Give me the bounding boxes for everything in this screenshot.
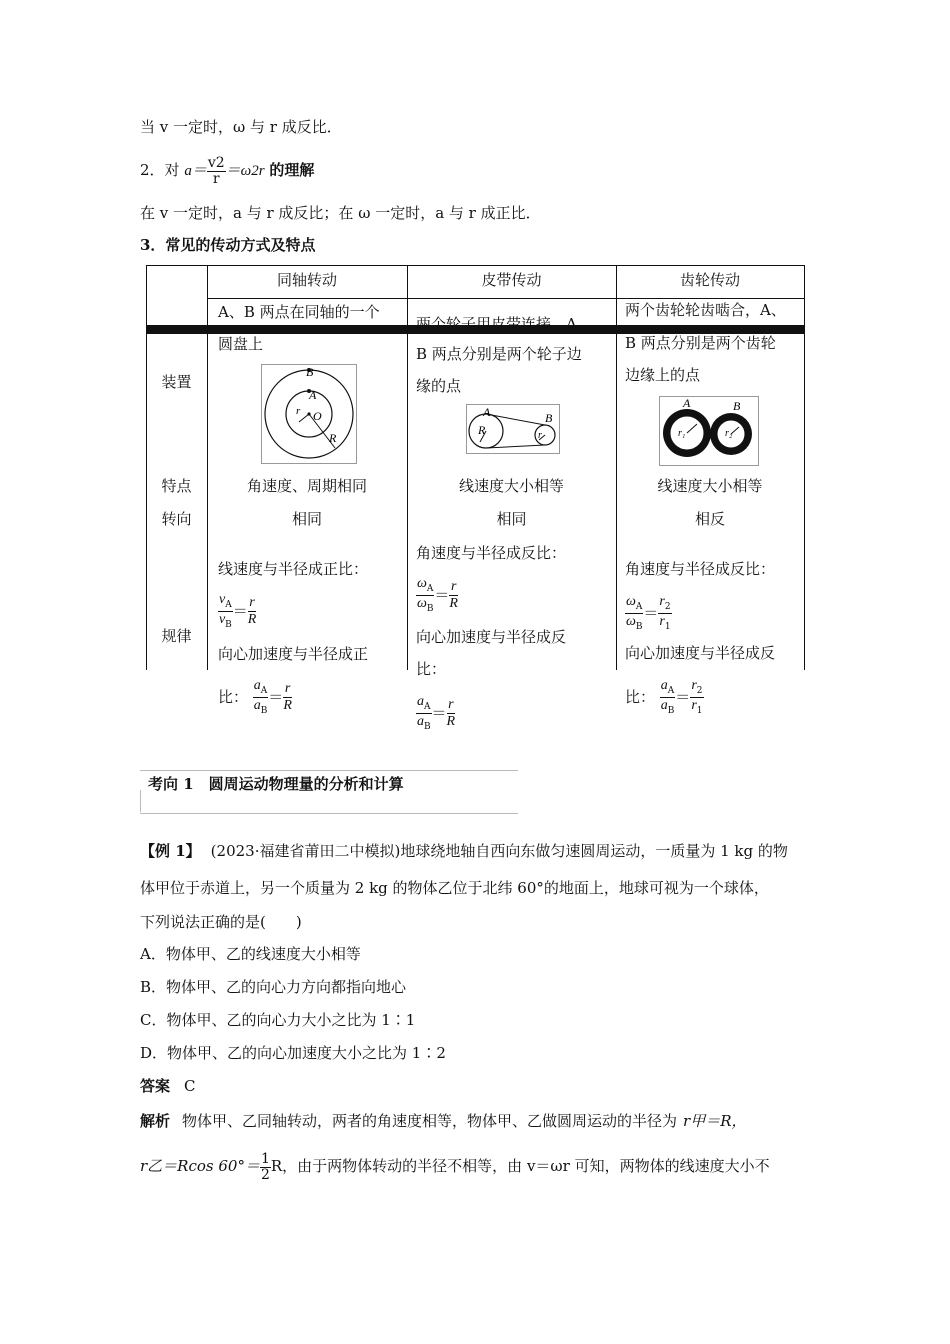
row-label-law: 规律 (161, 627, 192, 645)
svg-text:A: A (483, 405, 491, 419)
gear-law-3-wrap: 比： $\frac{a_A}{a_B}$ ＝ $\frac{r_2}{r_1}$ (625, 678, 703, 716)
item2-formula-rest: ＝ω2r (225, 163, 265, 179)
belt-law-formula-2: $\frac{a_A}{a_B}$ ＝ $\frac{r}{R}$ (416, 694, 456, 732)
header-belt: 皮带传动 (481, 271, 542, 289)
intro-line: 当 v 一定时，ω 与 r 成反比． (140, 118, 342, 136)
example-tag: 【例 1】 (140, 842, 201, 860)
example-text-1: 地球绕地轴自西向东做匀速圆周运动，一质量为 1 kg 的物 (400, 842, 788, 860)
gear-device-text-2: B 两点分别是两个齿轮 (625, 334, 776, 352)
coaxial-device-text-1: A、B 两点在同轴的一个 (218, 303, 380, 321)
gear-feature: 线速度大小相等 (657, 477, 763, 495)
coaxial-device-text-2: 圆盘上 (218, 335, 264, 353)
option-b: B．物体甲、乙的向心力方向都指向地心 (140, 978, 407, 996)
belt-device-text-3: 缘的点 (416, 377, 462, 395)
answer-value: C (184, 1077, 196, 1095)
belt-law-1: 角速度与半径成反比： (416, 544, 567, 562)
item2-den: r (212, 171, 220, 187)
belt-direction: 相同 (496, 510, 527, 528)
header-coaxial: 同轴转动 (276, 271, 337, 289)
option-a: A．物体甲、乙的线速度大小相等 (140, 945, 361, 963)
belt-feature: 线速度大小相等 (458, 477, 564, 495)
gear-law-3: 比： (625, 687, 656, 706)
example-line-1 (140, 840, 788, 861)
belt-law-2: 向心加速度与半径成反 (416, 628, 567, 646)
coaxial-disc-diagram (261, 364, 357, 464)
svg-text:O: O (313, 409, 322, 423)
gear-law-formula-1: $\frac{\omega_A}{\omega_B}$ ＝ $\frac{r_2}{r_1}$ (625, 594, 671, 632)
gear-law-2: 向心加速度与半径成反 (625, 644, 776, 662)
belt-device-text-1: 两个轮子用皮带连接，A、 (416, 315, 592, 333)
example-source: (2023·福建省莆田二中模拟) (210, 842, 401, 860)
belt-pulley-diagram (466, 404, 560, 454)
gear-law-1: 角速度与半径成反比： (625, 560, 776, 578)
row-label-feature: 特点 (161, 477, 192, 495)
coaxial-feature: 角速度、周期相同 (246, 477, 367, 495)
analysis-text-1b: r甲＝R， (683, 1112, 747, 1130)
belt-law-3: 比： (416, 660, 447, 678)
svg-text:R: R (329, 431, 337, 445)
analysis-text-2b: R，由于两物体转动的半径不相等，由 v＝ωr 可知，两物体的线速度大小不 (270, 1157, 770, 1175)
answer-line (140, 1075, 196, 1096)
item2-prefix: 2．对 (140, 161, 180, 179)
svg-text:r₂: r₂ (725, 428, 733, 439)
svg-text:A: A (683, 396, 691, 410)
analysis-text-2a: r乙＝Rcos 60°＝ (140, 1157, 260, 1175)
svg-text:A: A (309, 388, 317, 402)
example-line-3: 下列说法正确的是( ) (140, 913, 302, 931)
svg-text:B: B (733, 399, 741, 413)
row-label-device: 装置 (161, 373, 192, 391)
coaxial-law-3: 比： (218, 687, 249, 706)
example-line-2: 体甲位于赤道上，另一个质量为 2 kg 的物体乙位于北纬 60°的地面上，地球可视为一个球体， (140, 879, 769, 897)
header-gear: 齿轮传动 (679, 271, 740, 289)
coaxial-law-formula-1: $\frac{v_A}{v_B}$ ＝ $\frac{r}{R}$ (218, 592, 257, 630)
coaxial-law-1: 线速度与半径成正比： (218, 560, 369, 578)
svg-text:B: B (306, 365, 314, 379)
section-title: 考向 1 圆周运动物理量的分析和计算 (148, 775, 404, 793)
item3-title: 3．常见的传动方式及特点 (140, 236, 316, 254)
item2-fraction (207, 156, 226, 186)
gear-device-text-3: 边缘上的点 (625, 366, 701, 384)
answer-label: 答案 (140, 1077, 171, 1095)
coaxial-direction: 相同 (291, 510, 322, 528)
svg-text:r₁: r₁ (678, 428, 686, 439)
item2-num: v2 (207, 155, 225, 171)
belt-law-formula-1: $\frac{\omega_A}{\omega_B}$ ＝ $\frac{r}{R}$ (416, 576, 458, 614)
gear-device-text-1: 两个齿轮轮齿啮合，A、 (625, 301, 786, 319)
analysis-line-2 (140, 1152, 770, 1182)
option-c: C．物体甲、乙的向心力大小之比为 1∶1 (140, 1011, 416, 1029)
coaxial-law-3-wrap: 比： $\frac{a_A}{a_B}$ ＝ $\frac{r}{R}$ (218, 678, 292, 716)
svg-text:B: B (545, 411, 553, 425)
analysis-line-1 (140, 1110, 747, 1131)
row-label-direction: 转向 (161, 510, 192, 528)
item2-heading (140, 150, 314, 190)
analysis-text-1: 物体甲、乙同轴转动，两者的角速度相等，物体甲、乙做圆周运动的半径为 (182, 1112, 678, 1130)
option-d: D．物体甲、乙的向心加速度大小之比为 1∶2 (140, 1044, 446, 1062)
svg-text:R: R (478, 423, 486, 437)
svg-text:r: r (296, 405, 301, 417)
half-fraction: $\frac{1}{2}$ (260, 1151, 270, 1183)
gear-diagram (659, 396, 759, 466)
item2-suffix: 的理解 (269, 161, 315, 179)
svg-text:r: r (538, 430, 542, 441)
item2-desc: 在 v 一定时，a 与 r 成反比；在 ω 一定时，a 与 r 成正比． (140, 204, 541, 222)
analysis-label: 解析 (140, 1112, 171, 1130)
coaxial-law-2: 向心加速度与半径成正 (218, 645, 369, 663)
item2-formula-a: a＝ (184, 163, 207, 179)
belt-device-text-2: B 两点分别是两个轮子边 (416, 345, 582, 363)
gear-direction: 相反 (694, 510, 725, 528)
